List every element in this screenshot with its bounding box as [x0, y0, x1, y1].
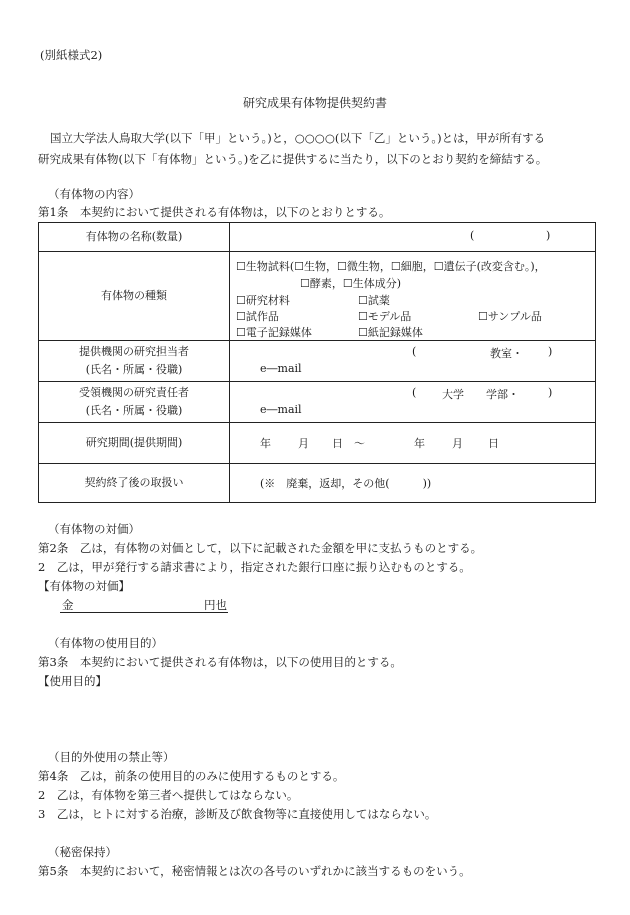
- value-type: [230, 252, 596, 341]
- price-kin: 金: [62, 598, 74, 612]
- provider-dept: 教室・: [490, 347, 523, 360]
- type-prototype: ☐試作品: [236, 310, 279, 323]
- article-3: 第3条 本契約において提供される有体物は，以下の使用目的とする。: [38, 655, 402, 669]
- label-period: 研究期間(提供期間): [39, 423, 230, 464]
- value-name: [230, 223, 596, 252]
- after-termination-options: (※ 廃棄，返却，その他( )): [260, 477, 432, 490]
- type-line-1: ☐生物試料(☐生物，☐微生物，☐細胞，☐遺伝子(改変含む。)，: [236, 260, 546, 273]
- table-row-name: [39, 223, 596, 252]
- period-year-end: 年: [414, 437, 425, 450]
- type-line-2: ☐酵素，☐生体成分): [300, 277, 402, 290]
- period-day-start: 日: [332, 437, 343, 450]
- form-label: (別紙様式2): [40, 48, 103, 62]
- article-2: 第2条 乙は，有体物の対価として，以下に記載された金額を甲に支払うものとする。: [38, 541, 483, 555]
- section-heading-3: （有体物の使用目的）: [48, 636, 163, 650]
- type-sample: ☐サンプル品: [478, 310, 542, 323]
- name-paren-open: (: [470, 229, 475, 242]
- label-after-termination: 契約終了後の取扱い: [39, 464, 230, 503]
- section-heading-2: （有体物の対価）: [48, 522, 140, 536]
- label-receiver-line-1: 受領機関の研究責任者: [79, 386, 189, 399]
- article-5: 第5条 本契約において，秘密情報とは次の各号のいずれかに該当するものをいう。: [38, 864, 471, 878]
- article-4-item-2: 2 乙は，有体物を第三者へ提供してはならない。: [38, 788, 299, 802]
- intro-paragraph: [38, 128, 598, 170]
- section-heading-4: （目的外使用の禁止等）: [48, 750, 175, 764]
- receiver-paren-open: (: [412, 386, 417, 399]
- period-year-start: 年: [260, 437, 271, 450]
- period-day-end: 日: [488, 437, 499, 450]
- article-1: 第1条 本契約において提供される有体物は，以下のとおりとする。: [38, 205, 391, 219]
- label-receiver: [39, 382, 230, 423]
- value-period: [230, 423, 596, 464]
- article-2-item-2: 2 乙は，甲が発行する請求書により，指定された銀行口座に振り込むものとする。: [38, 560, 471, 574]
- receiver-paren-close: ): [548, 386, 553, 399]
- label-receiver-line-2: (氏名・所属・役職): [85, 404, 183, 417]
- provider-paren-close: ): [548, 345, 553, 358]
- article-4: 第4条 乙は，前条の使用目的のみに使用するものとする。: [38, 769, 345, 783]
- intro-line-1: 国立大学法人鳥取大学(以下「甲」という。)と，○○○○(以下「乙」という。)とは，甲が所有する: [50, 131, 546, 145]
- receiver-email: e―mail: [260, 403, 302, 416]
- label-provider-line-2: (氏名・所属・役職): [85, 363, 183, 376]
- price-box-label: 【有体物の対価】: [38, 579, 130, 593]
- article-4-item-3: 3 乙は，ヒトに対する治療，診断及び飲食物等に直接使用してはならない。: [38, 807, 437, 821]
- type-electronic-media: ☐電子記録媒体: [236, 326, 312, 339]
- provider-paren-open: (: [412, 345, 417, 358]
- receiver-faculty: 学部・: [486, 388, 519, 401]
- intro-line-2: 研究成果有体物(以下「有体物」という。)を乙に提供するに当たり，以下のとおり契約を締結する。: [38, 152, 548, 166]
- name-paren-close: ): [546, 229, 551, 242]
- price-yen: 円也: [204, 598, 227, 612]
- label-name: 有体物の名称(数量): [39, 223, 230, 252]
- provider-email: e―mail: [260, 362, 302, 375]
- period-month-end: 月: [452, 437, 463, 450]
- table-row-receiver: [39, 382, 596, 423]
- section-heading-5: （秘密保持）: [48, 845, 117, 859]
- table-row-period: [39, 423, 596, 464]
- value-provider: [230, 341, 596, 382]
- value-after-termination: [230, 464, 596, 503]
- period-month-start: 月: [298, 437, 309, 450]
- type-reagent: ☐試薬: [358, 294, 390, 307]
- purpose-box-label: 【使用目的】: [38, 674, 107, 688]
- label-provider: [39, 341, 230, 382]
- table-row-after-termination: [39, 464, 596, 503]
- material-spec-table: [38, 222, 596, 503]
- period-tilde: ～: [354, 437, 365, 450]
- section-heading-1: （有体物の内容）: [48, 187, 140, 201]
- type-paper-media: ☐紙記録媒体: [358, 326, 423, 339]
- value-receiver: [230, 382, 596, 423]
- document-title: 研究成果有体物提供契約書: [242, 96, 387, 110]
- label-provider-line-1: 提供機関の研究担当者: [79, 345, 189, 358]
- type-research-material: ☐研究材料: [236, 294, 290, 307]
- type-model: ☐モデル品: [358, 310, 412, 323]
- table-row-type: [39, 252, 596, 341]
- receiver-university: 大学: [442, 388, 464, 401]
- table-row-provider: [39, 341, 596, 382]
- price-field: [60, 597, 228, 613]
- label-type: 有体物の種類: [39, 252, 230, 341]
